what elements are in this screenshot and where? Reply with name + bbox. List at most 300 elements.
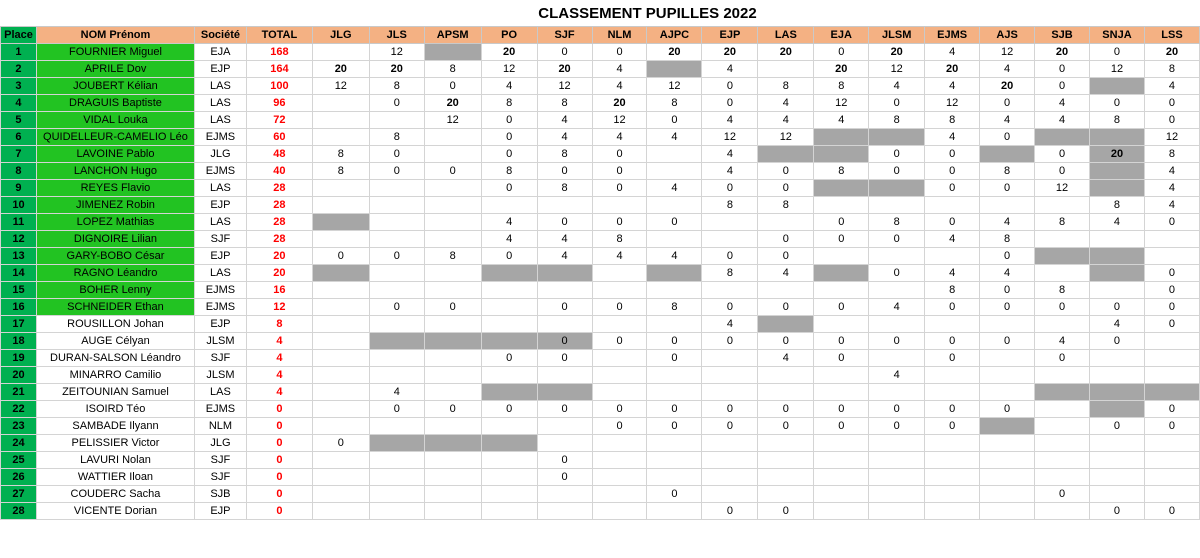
score-cell[interactable]	[312, 299, 369, 316]
score-cell[interactable]	[647, 163, 702, 180]
score-cell[interactable]: 12	[647, 78, 702, 95]
score-cell[interactable]	[1035, 418, 1090, 435]
score-cell[interactable]	[758, 61, 814, 78]
score-cell[interactable]: 4	[369, 384, 424, 401]
score-cell[interactable]	[369, 197, 424, 214]
score-cell[interactable]: 8	[312, 163, 369, 180]
place-cell[interactable]: 9	[1, 180, 37, 197]
name-cell[interactable]: VICENTE Dorian	[36, 503, 194, 520]
score-cell[interactable]: 4	[647, 248, 702, 265]
score-cell[interactable]: 0	[980, 282, 1035, 299]
score-cell[interactable]	[312, 231, 369, 248]
score-cell[interactable]	[481, 418, 537, 435]
score-cell[interactable]: 12	[537, 78, 592, 95]
score-cell[interactable]: 0	[758, 231, 814, 248]
column-header[interactable]: NLM	[592, 27, 647, 44]
score-cell[interactable]: 0	[537, 350, 592, 367]
score-cell[interactable]: 4	[1035, 333, 1090, 350]
score-cell[interactable]: 4	[814, 112, 869, 129]
club-cell[interactable]: LAS	[194, 214, 246, 231]
score-cell[interactable]	[980, 350, 1035, 367]
score-cell[interactable]: 0	[1144, 214, 1199, 231]
club-cell[interactable]: EJMS	[194, 299, 246, 316]
club-cell[interactable]: EJMS	[194, 129, 246, 146]
place-cell[interactable]: 23	[1, 418, 37, 435]
score-cell[interactable]	[1090, 163, 1145, 180]
score-cell[interactable]	[814, 486, 869, 503]
score-cell[interactable]: 0	[925, 401, 980, 418]
score-cell[interactable]: 8	[925, 282, 980, 299]
score-cell[interactable]: 0	[1144, 112, 1199, 129]
score-cell[interactable]	[1144, 469, 1199, 486]
score-cell[interactable]	[647, 197, 702, 214]
name-cell[interactable]: ISOIRD Téo	[36, 401, 194, 418]
score-cell[interactable]: 0	[481, 112, 537, 129]
score-cell[interactable]: 4	[1144, 197, 1199, 214]
score-cell[interactable]	[1090, 452, 1145, 469]
score-cell[interactable]: 0	[1090, 44, 1145, 61]
total-cell[interactable]: 4	[246, 350, 312, 367]
score-cell[interactable]	[647, 367, 702, 384]
place-cell[interactable]: 18	[1, 333, 37, 350]
place-cell[interactable]: 6	[1, 129, 37, 146]
score-cell[interactable]: 8	[424, 248, 481, 265]
score-cell[interactable]: 4	[592, 248, 647, 265]
score-cell[interactable]	[647, 469, 702, 486]
column-header[interactable]: EJMS	[925, 27, 980, 44]
score-cell[interactable]: 0	[592, 44, 647, 61]
score-cell[interactable]: 4	[869, 367, 925, 384]
score-cell[interactable]	[980, 316, 1035, 333]
score-cell[interactable]	[537, 316, 592, 333]
score-cell[interactable]: 0	[481, 129, 537, 146]
score-cell[interactable]	[369, 333, 424, 350]
score-cell[interactable]: 0	[1035, 299, 1090, 316]
name-cell[interactable]: ZEITOUNIAN Samuel	[36, 384, 194, 401]
score-cell[interactable]: 0	[481, 248, 537, 265]
score-cell[interactable]	[702, 452, 758, 469]
column-header[interactable]: SNJA	[1090, 27, 1145, 44]
score-cell[interactable]: 0	[758, 180, 814, 197]
score-cell[interactable]: 8	[312, 146, 369, 163]
name-cell[interactable]: VIDAL Louka	[36, 112, 194, 129]
place-cell[interactable]: 28	[1, 503, 37, 520]
score-cell[interactable]	[369, 486, 424, 503]
score-cell[interactable]: 0	[481, 350, 537, 367]
place-cell[interactable]: 25	[1, 452, 37, 469]
place-cell[interactable]: 3	[1, 78, 37, 95]
score-cell[interactable]	[312, 44, 369, 61]
score-cell[interactable]: 12	[1090, 61, 1145, 78]
score-cell[interactable]: 8	[1035, 282, 1090, 299]
score-cell[interactable]: 0	[537, 469, 592, 486]
score-cell[interactable]: 8	[647, 95, 702, 112]
score-cell[interactable]	[980, 146, 1035, 163]
score-cell[interactable]: 0	[1144, 316, 1199, 333]
score-cell[interactable]	[647, 61, 702, 78]
score-cell[interactable]: 0	[1035, 61, 1090, 78]
column-header[interactable]: NOM Prénom	[36, 27, 194, 44]
name-cell[interactable]: RAGNO Léandro	[36, 265, 194, 282]
score-cell[interactable]	[1144, 231, 1199, 248]
place-cell[interactable]: 26	[1, 469, 37, 486]
score-cell[interactable]: 0	[758, 418, 814, 435]
score-cell[interactable]	[312, 503, 369, 520]
score-cell[interactable]: 4	[1035, 112, 1090, 129]
score-cell[interactable]	[592, 197, 647, 214]
score-cell[interactable]	[647, 146, 702, 163]
score-cell[interactable]: 4	[758, 112, 814, 129]
score-cell[interactable]	[814, 146, 869, 163]
place-cell[interactable]: 13	[1, 248, 37, 265]
score-cell[interactable]	[424, 486, 481, 503]
score-cell[interactable]	[702, 214, 758, 231]
score-cell[interactable]: 0	[481, 180, 537, 197]
score-cell[interactable]: 0	[925, 333, 980, 350]
score-cell[interactable]	[537, 367, 592, 384]
score-cell[interactable]	[481, 435, 537, 452]
score-cell[interactable]: 8	[537, 180, 592, 197]
score-cell[interactable]	[592, 469, 647, 486]
score-cell[interactable]: 4	[702, 112, 758, 129]
score-cell[interactable]	[481, 486, 537, 503]
score-cell[interactable]	[312, 129, 369, 146]
score-cell[interactable]	[702, 231, 758, 248]
score-cell[interactable]	[312, 401, 369, 418]
score-cell[interactable]: 0	[537, 452, 592, 469]
score-cell[interactable]	[1035, 248, 1090, 265]
score-cell[interactable]	[980, 452, 1035, 469]
score-cell[interactable]: 8	[814, 78, 869, 95]
score-cell[interactable]	[424, 44, 481, 61]
score-cell[interactable]	[869, 129, 925, 146]
column-header[interactable]: Place	[1, 27, 37, 44]
score-cell[interactable]	[1144, 435, 1199, 452]
score-cell[interactable]: 12	[424, 112, 481, 129]
score-cell[interactable]: 0	[702, 78, 758, 95]
score-cell[interactable]	[369, 469, 424, 486]
score-cell[interactable]: 8	[592, 231, 647, 248]
score-cell[interactable]	[869, 282, 925, 299]
place-cell[interactable]: 8	[1, 163, 37, 180]
club-cell[interactable]: EJMS	[194, 401, 246, 418]
score-cell[interactable]	[369, 367, 424, 384]
score-cell[interactable]	[424, 418, 481, 435]
column-header[interactable]: PO	[481, 27, 537, 44]
score-cell[interactable]: 4	[1144, 163, 1199, 180]
score-cell[interactable]	[925, 452, 980, 469]
score-cell[interactable]: 4	[1090, 214, 1145, 231]
score-cell[interactable]: 0	[925, 146, 980, 163]
score-cell[interactable]	[537, 265, 592, 282]
score-cell[interactable]	[980, 384, 1035, 401]
score-cell[interactable]	[647, 265, 702, 282]
score-cell[interactable]	[869, 180, 925, 197]
score-cell[interactable]	[758, 435, 814, 452]
club-cell[interactable]: LAS	[194, 78, 246, 95]
score-cell[interactable]: 0	[481, 146, 537, 163]
club-cell[interactable]: SJF	[194, 469, 246, 486]
score-cell[interactable]	[1144, 486, 1199, 503]
club-cell[interactable]: EJP	[194, 197, 246, 214]
score-cell[interactable]: 0	[1144, 282, 1199, 299]
club-cell[interactable]: EJMS	[194, 163, 246, 180]
place-cell[interactable]: 15	[1, 282, 37, 299]
score-cell[interactable]: 20	[1090, 146, 1145, 163]
score-cell[interactable]: 4	[481, 78, 537, 95]
column-header[interactable]: EJP	[702, 27, 758, 44]
score-cell[interactable]	[1090, 350, 1145, 367]
score-cell[interactable]: 0	[925, 180, 980, 197]
name-cell[interactable]: APRILE Dov	[36, 61, 194, 78]
score-cell[interactable]: 0	[312, 435, 369, 452]
score-cell[interactable]	[592, 435, 647, 452]
score-cell[interactable]: 0	[980, 180, 1035, 197]
total-cell[interactable]: 16	[246, 282, 312, 299]
total-cell[interactable]: 20	[246, 265, 312, 282]
score-cell[interactable]	[980, 503, 1035, 520]
place-cell[interactable]: 12	[1, 231, 37, 248]
club-cell[interactable]: LAS	[194, 384, 246, 401]
score-cell[interactable]: 4	[647, 129, 702, 146]
score-cell[interactable]	[1090, 401, 1145, 418]
place-cell[interactable]: 1	[1, 44, 37, 61]
total-cell[interactable]: 0	[246, 469, 312, 486]
score-cell[interactable]: 0	[758, 333, 814, 350]
score-cell[interactable]	[537, 197, 592, 214]
score-cell[interactable]: 8	[758, 197, 814, 214]
score-cell[interactable]	[980, 486, 1035, 503]
score-cell[interactable]: 8	[1035, 214, 1090, 231]
place-cell[interactable]: 17	[1, 316, 37, 333]
column-header[interactable]: LSS	[1144, 27, 1199, 44]
score-cell[interactable]	[814, 197, 869, 214]
score-cell[interactable]	[369, 282, 424, 299]
score-cell[interactable]	[312, 316, 369, 333]
score-cell[interactable]	[369, 350, 424, 367]
score-cell[interactable]	[1035, 197, 1090, 214]
score-cell[interactable]	[814, 435, 869, 452]
score-cell[interactable]: 0	[1144, 401, 1199, 418]
score-cell[interactable]	[1144, 248, 1199, 265]
score-cell[interactable]	[1035, 367, 1090, 384]
club-cell[interactable]: EJP	[194, 61, 246, 78]
score-cell[interactable]	[312, 197, 369, 214]
column-header[interactable]: EJA	[814, 27, 869, 44]
score-cell[interactable]: 0	[592, 333, 647, 350]
score-cell[interactable]	[312, 282, 369, 299]
score-cell[interactable]	[814, 367, 869, 384]
name-cell[interactable]: ROUSILLON Johan	[36, 316, 194, 333]
club-cell[interactable]: EJMS	[194, 282, 246, 299]
place-cell[interactable]: 10	[1, 197, 37, 214]
total-cell[interactable]: 0	[246, 452, 312, 469]
score-cell[interactable]: 8	[869, 112, 925, 129]
total-cell[interactable]: 0	[246, 418, 312, 435]
score-cell[interactable]: 8	[702, 197, 758, 214]
score-cell[interactable]: 0	[814, 214, 869, 231]
score-cell[interactable]	[369, 214, 424, 231]
club-cell[interactable]: EJA	[194, 44, 246, 61]
score-cell[interactable]: 4	[537, 231, 592, 248]
total-cell[interactable]: 48	[246, 146, 312, 163]
score-cell[interactable]: 0	[1144, 503, 1199, 520]
score-cell[interactable]	[1035, 452, 1090, 469]
score-cell[interactable]: 4	[592, 61, 647, 78]
score-cell[interactable]	[647, 316, 702, 333]
score-cell[interactable]	[925, 469, 980, 486]
score-cell[interactable]: 0	[1035, 146, 1090, 163]
total-cell[interactable]: 28	[246, 180, 312, 197]
score-cell[interactable]	[1090, 180, 1145, 197]
score-cell[interactable]: 0	[481, 401, 537, 418]
score-cell[interactable]: 20	[424, 95, 481, 112]
score-cell[interactable]: 0	[925, 299, 980, 316]
score-cell[interactable]: 8	[1144, 61, 1199, 78]
score-cell[interactable]: 20	[925, 61, 980, 78]
score-cell[interactable]: 8	[481, 95, 537, 112]
score-cell[interactable]	[424, 333, 481, 350]
score-cell[interactable]: 0	[702, 299, 758, 316]
club-cell[interactable]: EJP	[194, 503, 246, 520]
score-cell[interactable]	[702, 350, 758, 367]
score-cell[interactable]	[814, 384, 869, 401]
score-cell[interactable]	[869, 503, 925, 520]
score-cell[interactable]: 0	[980, 95, 1035, 112]
score-cell[interactable]: 0	[702, 503, 758, 520]
score-cell[interactable]	[1090, 384, 1145, 401]
score-cell[interactable]	[758, 214, 814, 231]
score-cell[interactable]: 0	[702, 180, 758, 197]
score-cell[interactable]	[1035, 503, 1090, 520]
place-cell[interactable]: 21	[1, 384, 37, 401]
score-cell[interactable]: 0	[869, 95, 925, 112]
score-cell[interactable]: 0	[869, 146, 925, 163]
score-cell[interactable]: 0	[814, 418, 869, 435]
score-cell[interactable]	[814, 282, 869, 299]
score-cell[interactable]	[647, 452, 702, 469]
score-cell[interactable]: 20	[537, 61, 592, 78]
score-cell[interactable]: 4	[592, 129, 647, 146]
score-cell[interactable]	[1035, 435, 1090, 452]
score-cell[interactable]: 12	[369, 44, 424, 61]
score-cell[interactable]	[980, 367, 1035, 384]
score-cell[interactable]: 0	[424, 299, 481, 316]
score-cell[interactable]	[1090, 282, 1145, 299]
score-cell[interactable]	[758, 486, 814, 503]
score-cell[interactable]	[702, 384, 758, 401]
score-cell[interactable]: 20	[869, 44, 925, 61]
score-cell[interactable]: 0	[758, 163, 814, 180]
total-cell[interactable]: 40	[246, 163, 312, 180]
score-cell[interactable]	[869, 316, 925, 333]
score-cell[interactable]: 0	[1035, 163, 1090, 180]
score-cell[interactable]	[869, 452, 925, 469]
score-cell[interactable]: 0	[592, 299, 647, 316]
score-cell[interactable]: 12	[481, 61, 537, 78]
club-cell[interactable]: EJP	[194, 248, 246, 265]
club-cell[interactable]: JLG	[194, 146, 246, 163]
score-cell[interactable]	[1035, 129, 1090, 146]
score-cell[interactable]	[758, 146, 814, 163]
score-cell[interactable]	[312, 367, 369, 384]
score-cell[interactable]	[369, 180, 424, 197]
club-cell[interactable]: LAS	[194, 95, 246, 112]
name-cell[interactable]: DIGNOIRE Lilian	[36, 231, 194, 248]
score-cell[interactable]	[925, 367, 980, 384]
score-cell[interactable]	[814, 248, 869, 265]
name-cell[interactable]: LAVOINE Pablo	[36, 146, 194, 163]
name-cell[interactable]: LAVURI Nolan	[36, 452, 194, 469]
score-cell[interactable]	[925, 503, 980, 520]
score-cell[interactable]: 0	[1090, 418, 1145, 435]
club-cell[interactable]: EJP	[194, 316, 246, 333]
score-cell[interactable]: 0	[980, 129, 1035, 146]
club-cell[interactable]: NLM	[194, 418, 246, 435]
score-cell[interactable]: 0	[592, 418, 647, 435]
total-cell[interactable]: 60	[246, 129, 312, 146]
score-cell[interactable]: 0	[647, 418, 702, 435]
score-cell[interactable]: 12	[592, 112, 647, 129]
place-cell[interactable]: 16	[1, 299, 37, 316]
score-cell[interactable]	[647, 384, 702, 401]
score-cell[interactable]: 4	[702, 61, 758, 78]
score-cell[interactable]: 0	[647, 112, 702, 129]
name-cell[interactable]: LANCHON Hugo	[36, 163, 194, 180]
score-cell[interactable]: 0	[424, 163, 481, 180]
score-cell[interactable]	[312, 95, 369, 112]
club-cell[interactable]: LAS	[194, 180, 246, 197]
score-cell[interactable]: 0	[537, 333, 592, 350]
score-cell[interactable]	[758, 384, 814, 401]
score-cell[interactable]	[592, 316, 647, 333]
score-cell[interactable]: 0	[758, 248, 814, 265]
column-header[interactable]: APSM	[424, 27, 481, 44]
score-cell[interactable]: 8	[814, 163, 869, 180]
score-cell[interactable]: 8	[537, 95, 592, 112]
score-cell[interactable]: 4	[1144, 180, 1199, 197]
column-header[interactable]: SJF	[537, 27, 592, 44]
score-cell[interactable]	[869, 469, 925, 486]
score-cell[interactable]: 4	[702, 163, 758, 180]
score-cell[interactable]	[312, 486, 369, 503]
score-cell[interactable]: 0	[925, 350, 980, 367]
score-cell[interactable]	[814, 469, 869, 486]
total-cell[interactable]: 96	[246, 95, 312, 112]
score-cell[interactable]: 12	[980, 44, 1035, 61]
score-cell[interactable]: 0	[1144, 418, 1199, 435]
total-cell[interactable]: 0	[246, 435, 312, 452]
score-cell[interactable]	[312, 333, 369, 350]
score-cell[interactable]: 0	[1144, 299, 1199, 316]
score-cell[interactable]: 4	[481, 214, 537, 231]
score-cell[interactable]	[481, 282, 537, 299]
score-cell[interactable]: 4	[925, 129, 980, 146]
name-cell[interactable]: REYES Flavio	[36, 180, 194, 197]
column-header[interactable]: JLG	[312, 27, 369, 44]
column-header[interactable]: JLS	[369, 27, 424, 44]
score-cell[interactable]: 0	[369, 163, 424, 180]
score-cell[interactable]	[1090, 231, 1145, 248]
score-cell[interactable]: 8	[758, 78, 814, 95]
score-cell[interactable]	[424, 384, 481, 401]
score-cell[interactable]	[814, 503, 869, 520]
score-cell[interactable]	[647, 435, 702, 452]
score-cell[interactable]: 4	[869, 299, 925, 316]
score-cell[interactable]: 0	[702, 95, 758, 112]
place-cell[interactable]: 7	[1, 146, 37, 163]
name-cell[interactable]: FOURNIER Miguel	[36, 44, 194, 61]
